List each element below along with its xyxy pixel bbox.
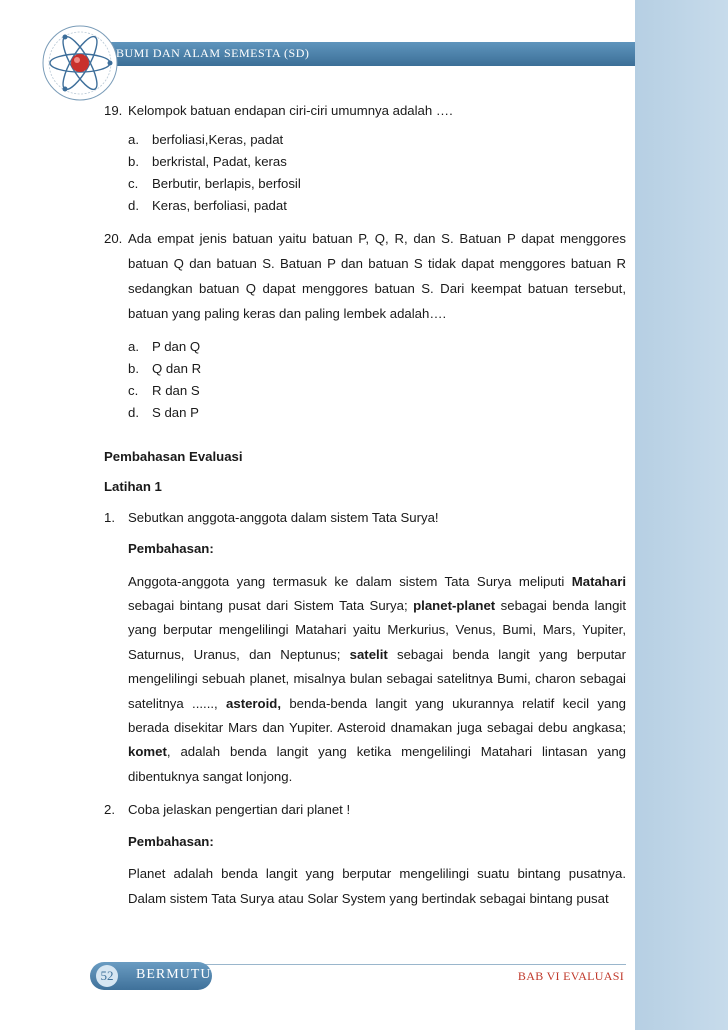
option-list	[104, 129, 626, 217]
atom-logo-icon	[36, 22, 124, 104]
answer-number: 2.	[104, 802, 115, 818]
subsection-title: Latihan 1	[104, 479, 162, 494]
footer-brand: BERMUTU	[136, 967, 212, 982]
question-text: Kelompok batuan endapan ciri-ciri umumnya adalah ….	[128, 103, 453, 118]
bold-term: satelit	[349, 646, 388, 662]
option-d: d. Keras, berfoliasi, padat	[128, 197, 287, 213]
answer-question: Sebutkan anggota-anggota dalam sistem Tata Surya!	[128, 509, 439, 525]
text-run: Anggota-anggota yang termasuk ke dalam sistem Tata Surya meliputi	[128, 573, 572, 589]
question-text: Ada empat jenis batuan yaitu batuan P, Q, R, dan S. Batuan P dapat menggores batuan Q dan batuan S. Batuan P dan batuan S tidak dapat menggores batuan R sedangkan batuan Q dapat menggores batuan S. Dari keempat batuan tersebut, batuan yang paling keras dan paling lembek adalah….	[128, 230, 626, 321]
option-b: b. Q dan R	[128, 360, 202, 376]
bold-term: asteroid,	[226, 695, 281, 711]
text-run: Planet adalah benda langit yang berputar mengelilingi suatu bintang pusatnya. Dalam sistem Tata Surya atau Solar System yang bertindak sebagai bintang pusat	[128, 866, 626, 906]
answer-label: Pembahasan:	[128, 833, 214, 849]
question-number: 20.	[104, 230, 123, 246]
text-run: sebagai bintang pusat dari Sistem Tata Surya;	[128, 597, 414, 613]
bold-term: komet	[128, 744, 167, 760]
answer-label: Pembahasan:	[128, 541, 214, 556]
question-19	[104, 100, 626, 217]
footer-badge	[90, 962, 212, 990]
option-a: a. berfoliasi,Keras, padat	[128, 131, 284, 147]
option-b: b. berkristal, Padat, keras	[128, 153, 287, 169]
answer-2	[104, 799, 626, 911]
option-c: c. Berbutir, berlapis, berfosil	[128, 175, 301, 191]
text-run: sebagai benda langit yang berputar mengelilingi sebuah planet, misalnya bulan sebagai satelitnya Bumi, charon sebagai satelitnya ......,	[128, 646, 626, 711]
bold-term: Matahari	[571, 573, 626, 589]
header-title: BUMI DAN ALAM SEMESTA (SD)	[116, 46, 310, 60]
section-title: Pembahasan Evaluasi	[104, 448, 243, 464]
answer-body	[104, 862, 626, 911]
header-bar	[98, 42, 635, 66]
answer-body	[104, 570, 626, 790]
option-list	[104, 336, 626, 424]
text-run: sebagai benda langit yang berputar mengelilingi Matahari yaitu Merkurius, Venus, Bumi, Mars, Yupiter, Saturnus, Uranus, dan Neptunus;	[128, 597, 626, 662]
page-number: 52	[96, 965, 118, 987]
option-c: c. R dan S	[128, 382, 200, 398]
option-a: a. P dan Q	[128, 338, 201, 354]
answer-1	[104, 507, 626, 790]
answer-question: Coba jelaskan pengertian dari planet !	[128, 802, 351, 818]
question-number: 19.	[104, 103, 123, 118]
chapter-label: BAB VI EVALUASI	[517, 969, 624, 983]
text-run: , adalah benda langit yang ketika mengelilingi Matahari lintasan yang dibentuknya sangat lonjong.	[128, 744, 626, 784]
text-run: benda-benda langit yang ukurannya relatif kecil yang berada disekitar Mars dan Yupiter. Asteroid dnamakan juga sebagai debu angkasa;	[128, 695, 626, 735]
footer-divider	[150, 964, 626, 965]
side-decoration-band	[635, 0, 728, 1030]
bold-term: planet-planet	[413, 597, 496, 613]
page-content	[104, 100, 626, 911]
option-d: d. S dan P	[128, 404, 199, 420]
answer-number: 1.	[104, 509, 115, 525]
question-20	[104, 226, 626, 424]
